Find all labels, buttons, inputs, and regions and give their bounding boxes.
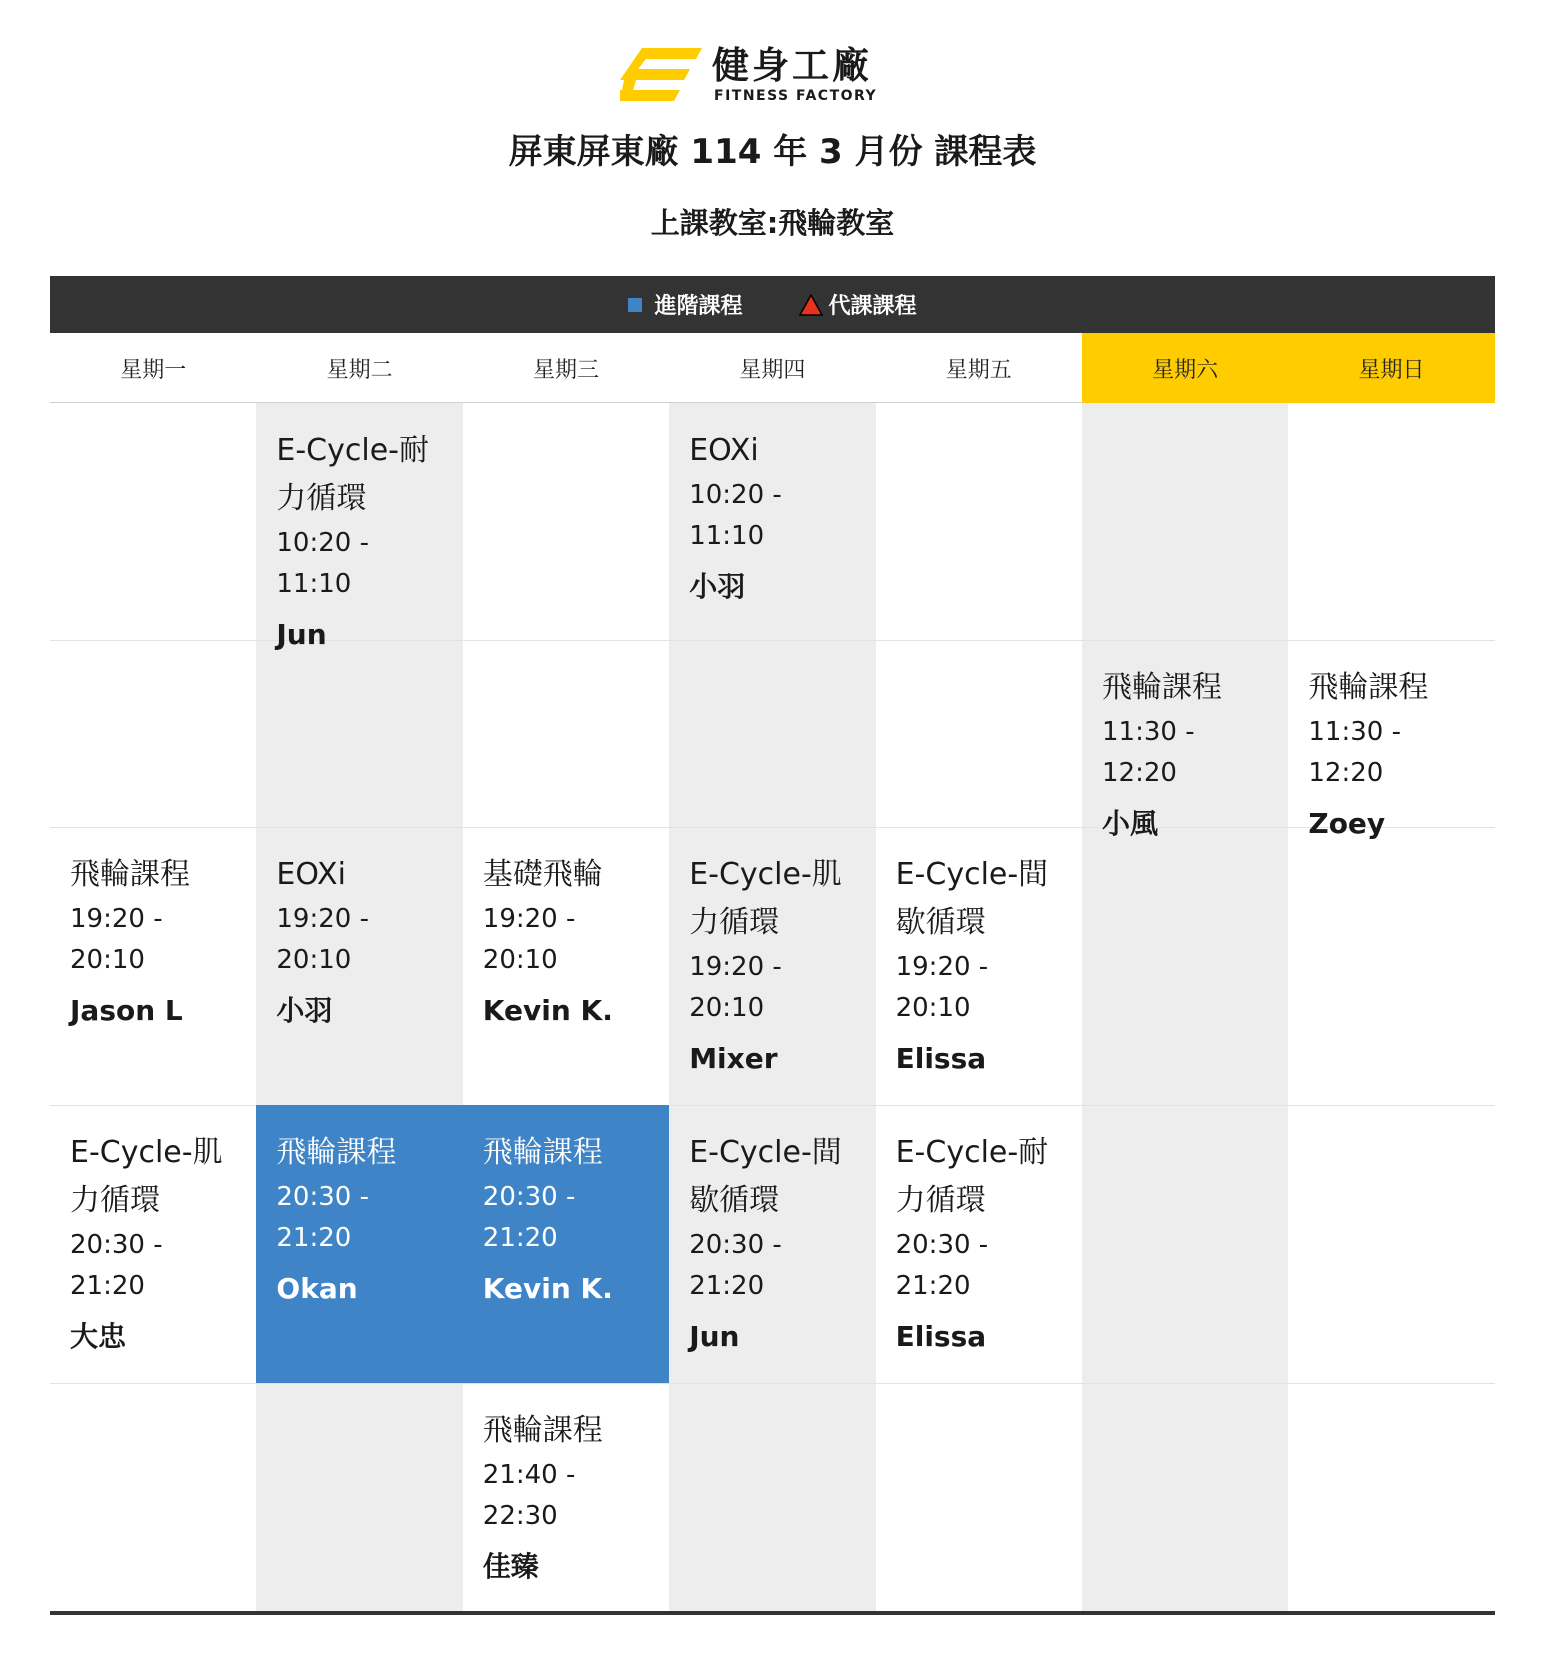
class-name: E-Cycle-肌力循環 — [689, 857, 842, 940]
legend-advanced-label: 進階課程 — [654, 294, 743, 319]
class-time: 19:20 - 20:10 — [895, 952, 989, 1023]
class-cell[interactable] — [463, 1105, 669, 1383]
class-name: EOXi — [689, 433, 759, 468]
class-cell[interactable] — [1082, 640, 1288, 840]
class-name: 飛輪課程 — [1308, 670, 1429, 705]
column-sunday — [1288, 403, 1494, 1613]
table-bottom-border — [50, 1611, 1495, 1615]
logo-mark-icon — [620, 48, 702, 102]
class-instructor: 小羽 — [689, 570, 746, 603]
class-cell[interactable] — [256, 827, 462, 1105]
class-time: 20:30 - 21:20 — [482, 1182, 576, 1253]
class-time: 11:30 - 12:20 — [1102, 717, 1195, 788]
class-name: E-Cycle-耐力循環 — [895, 1135, 1049, 1218]
class-time: 21:40 - 22:30 — [482, 1460, 576, 1531]
class-name: E-Cycle-間歇循環 — [895, 857, 1049, 940]
day-wednesday: 星期三 — [532, 357, 599, 383]
class-instructor: Jason L — [70, 994, 183, 1027]
class-instructor: 小羽 — [276, 994, 333, 1027]
row-divider — [50, 1383, 1495, 1384]
class-instructor: 大忠 — [70, 1320, 127, 1353]
classroom-subtitle: 上課教室:飛輪教室 — [650, 206, 895, 240]
class-instructor: Jun — [689, 1320, 740, 1353]
class-time: 19:20 - 20:10 — [70, 904, 163, 975]
class-time: 19:20 - 20:10 — [276, 904, 369, 975]
class-time: 20:30 - 21:20 — [895, 1230, 989, 1301]
weekday-header-row — [50, 333, 1495, 403]
class-instructor: 佳臻 — [482, 1550, 539, 1583]
class-cell[interactable] — [256, 1105, 462, 1383]
logo-english-text: FITNESS FACTORY — [714, 88, 878, 104]
class-name: E-Cycle-間歇循環 — [689, 1135, 842, 1218]
class-cell[interactable] — [463, 827, 669, 1105]
day-tuesday: 星期二 — [326, 357, 393, 383]
class-cell[interactable] — [669, 403, 875, 640]
day-thursday: 星期四 — [739, 357, 806, 383]
page-title: 屏東屏東廠 114 年 3 月份 課程表 — [508, 132, 1037, 172]
class-cell[interactable] — [50, 1105, 256, 1383]
day-sunday: 星期日 — [1288, 333, 1494, 403]
class-cell[interactable] — [876, 1105, 1082, 1383]
class-name: E-Cycle-耐力循環 — [276, 433, 429, 516]
class-cell[interactable] — [1288, 640, 1494, 840]
class-instructor: Mixer — [689, 1042, 778, 1075]
class-time: 20:30 - 21:20 — [70, 1230, 163, 1301]
class-cell[interactable] — [256, 403, 462, 651]
schedule-grid — [50, 403, 1495, 1613]
class-cell[interactable] — [463, 1383, 669, 1613]
fitness-factory-logo[interactable] — [620, 44, 940, 110]
class-instructor: Okan — [276, 1272, 358, 1305]
day-saturday: 星期六 — [1082, 333, 1288, 403]
class-name: 飛輪課程 — [482, 1413, 603, 1448]
class-name: 飛輪課程 — [1102, 670, 1222, 705]
page-header — [0, 0, 1545, 276]
class-time: 10:20 - 11:10 — [276, 528, 369, 599]
class-cell[interactable] — [669, 827, 875, 1105]
class-time: 20:30 - 21:20 — [276, 1182, 369, 1253]
class-name: EOXi — [276, 857, 346, 892]
class-instructor: Zoey — [1308, 807, 1386, 840]
class-name: 飛輪課程 — [70, 857, 190, 892]
legend-bar — [50, 276, 1495, 333]
class-time: 11:30 - 12:20 — [1308, 717, 1401, 788]
class-time: 10:20 - 11:10 — [689, 480, 782, 551]
class-name: 基礎飛輪 — [482, 857, 603, 892]
class-name: E-Cycle-肌力循環 — [70, 1135, 223, 1218]
legend-substitute — [799, 289, 917, 320]
class-instructor: Kevin K. — [482, 994, 613, 1027]
logo-chinese-text: 健身工廠 — [712, 44, 872, 87]
class-cell[interactable] — [669, 1105, 875, 1383]
class-time: 20:30 - 21:20 — [689, 1230, 782, 1301]
day-monday: 星期一 — [120, 357, 187, 383]
class-name: 飛輪課程 — [482, 1135, 603, 1170]
class-time: 19:20 - 20:10 — [689, 952, 782, 1023]
class-instructor: Elissa — [895, 1320, 987, 1353]
class-instructor: Kevin K. — [482, 1272, 613, 1305]
class-cell[interactable] — [50, 827, 256, 1105]
blue-square-icon — [628, 298, 642, 312]
red-triangle-icon — [799, 294, 823, 316]
column-saturday — [1082, 403, 1288, 1613]
class-instructor: Elissa — [895, 1042, 987, 1075]
class-instructor: Jun — [276, 618, 327, 651]
class-time: 19:20 - 20:10 — [482, 904, 576, 975]
class-cell[interactable] — [876, 827, 1082, 1105]
class-name: 飛輪課程 — [276, 1135, 397, 1170]
legend-advanced — [628, 289, 742, 320]
class-instructor: 小風 — [1102, 807, 1159, 840]
day-friday: 星期五 — [945, 357, 1012, 383]
legend-substitute-label: 代課課程 — [828, 294, 917, 319]
